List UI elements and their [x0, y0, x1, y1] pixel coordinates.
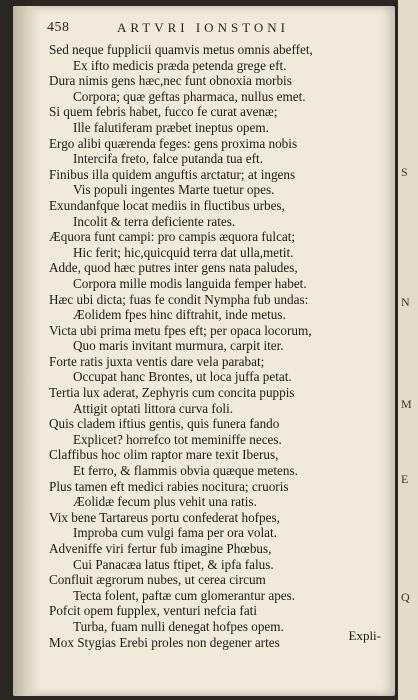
- verse-line: Æolidem fpes hinc diftrahit, inde metus.: [73, 307, 286, 323]
- verse-line: Occupat hanc Brontes, ut loca juffa petat.: [73, 369, 292, 385]
- page-binding-shadow: [13, 6, 39, 696]
- verse-line: Improba cum vulgi fama per ora volat.: [73, 525, 277, 541]
- verse-line: Attigit optati littora curva foli.: [73, 400, 234, 416]
- verse-line: Exundanfque locat mediis in fluctibus urbes,: [49, 197, 285, 213]
- poem-text: [49, 42, 391, 650]
- verse-line: Tecta folent, paftæ cum glomerantur apes.: [73, 587, 296, 603]
- verse-line: Plus tamen eft medici rabies nocitura; cruoris: [49, 478, 289, 494]
- verse-line: Hæc ubi dicta; fuas fe condit Nympha fub undas:: [49, 291, 309, 307]
- verse-line: Tertia lux aderat, Zephyris cum concita puppis: [49, 385, 295, 401]
- running-head: [47, 20, 385, 38]
- adjacent-page-letter: N: [401, 295, 410, 309]
- verse-line: Claffibus hoc olim raptor mare texit Iberus,: [49, 447, 279, 463]
- verse-line: Quis cladem iftius gentis, quis funera fando: [49, 416, 280, 432]
- verse-line: Ergo alibi quærenda feges: gens proxima nobis: [49, 135, 298, 151]
- verse-line: Explicet? horrefco tot meminiffe neces.: [73, 431, 282, 447]
- page-number: 458: [47, 20, 70, 35]
- verse-line: Ille falutiferam præbet ineptus opem.: [73, 119, 269, 135]
- catchword: Expli-: [348, 628, 381, 643]
- verse-line: Quo maris invitant murmura, carpit iter.: [73, 338, 284, 354]
- verse-line: Cui Panacæa latus ftipet, & ipfa falus.: [73, 556, 274, 572]
- verse-line: Et ferro, & flammis obvia quæque metens.: [73, 463, 298, 479]
- verse-line: Forte ratis juxta ventis dare vela parabat;: [49, 353, 265, 369]
- verse-line: Corpora; quæ geftas pharmaca, nullus emet.: [73, 88, 306, 104]
- verse-line: Hic ferit; hic,quicquid terra dat ulla,metit.: [73, 244, 294, 260]
- verse-line: Dura nimis gens hæc,nec funt obnoxia morbis: [49, 73, 292, 89]
- verse-line: Corpora mille modis languida femper habet.: [73, 275, 307, 291]
- verse-line: Finibus illa quidem anguftis arctatur; at ingens: [49, 166, 296, 182]
- verse-line: Vis populi ingentes Marte tuetur opes.: [73, 182, 275, 198]
- verse-line: Incolit & terra deficiente rates.: [73, 213, 236, 229]
- verse-line: Æquora funt campi: pro campis æquora fulcat;: [49, 229, 296, 245]
- verse-line: Adde, quod hæc putres inter gens nata paludes,: [49, 260, 298, 276]
- verse-line: Pofcit opem fupplex, venturi nefcia fati: [49, 603, 257, 619]
- book-page: [13, 6, 395, 696]
- adjacent-page-letter: E: [401, 472, 409, 486]
- verse-line: Æolidæ fecum plus vehit una ratis.: [73, 494, 257, 510]
- verse-line: Victa ubi prima metu fpes eft; per opaca locorum,: [49, 322, 312, 338]
- adjacent-page-edge: [398, 0, 418, 700]
- adjacent-page-letter: Q: [401, 590, 410, 604]
- running-title: ARTVRI IONSTONI: [117, 20, 290, 35]
- adjacent-page-letter: S: [401, 165, 408, 179]
- verse-line: Mox Stygias Erebi proles non degener artes: [49, 634, 280, 650]
- verse-line: Turba, fuam nulli denegat hofpes opem.: [73, 618, 284, 634]
- verse-line: Si quem febris habet, fucco fe curat avenæ;: [49, 104, 278, 120]
- verse-line: Sed neque fupplicii quamvis metus omnis abeffet,: [49, 42, 313, 57]
- verse-line: Confluit ægrorum nubes, ut cerea circum: [49, 572, 266, 588]
- adjacent-page-letter: M: [401, 397, 412, 411]
- verse-line: Vix bene Tartareus portu confederat hofpes,: [49, 509, 280, 525]
- verse-line: Ex ifto medicis præda petenda grege eft.: [73, 57, 287, 73]
- verse-line: Adveniffe viri fertur fub imagine Phœbus,: [49, 541, 272, 556]
- verse-line: Intercifa freto, falce putanda tua eft.: [73, 151, 264, 167]
